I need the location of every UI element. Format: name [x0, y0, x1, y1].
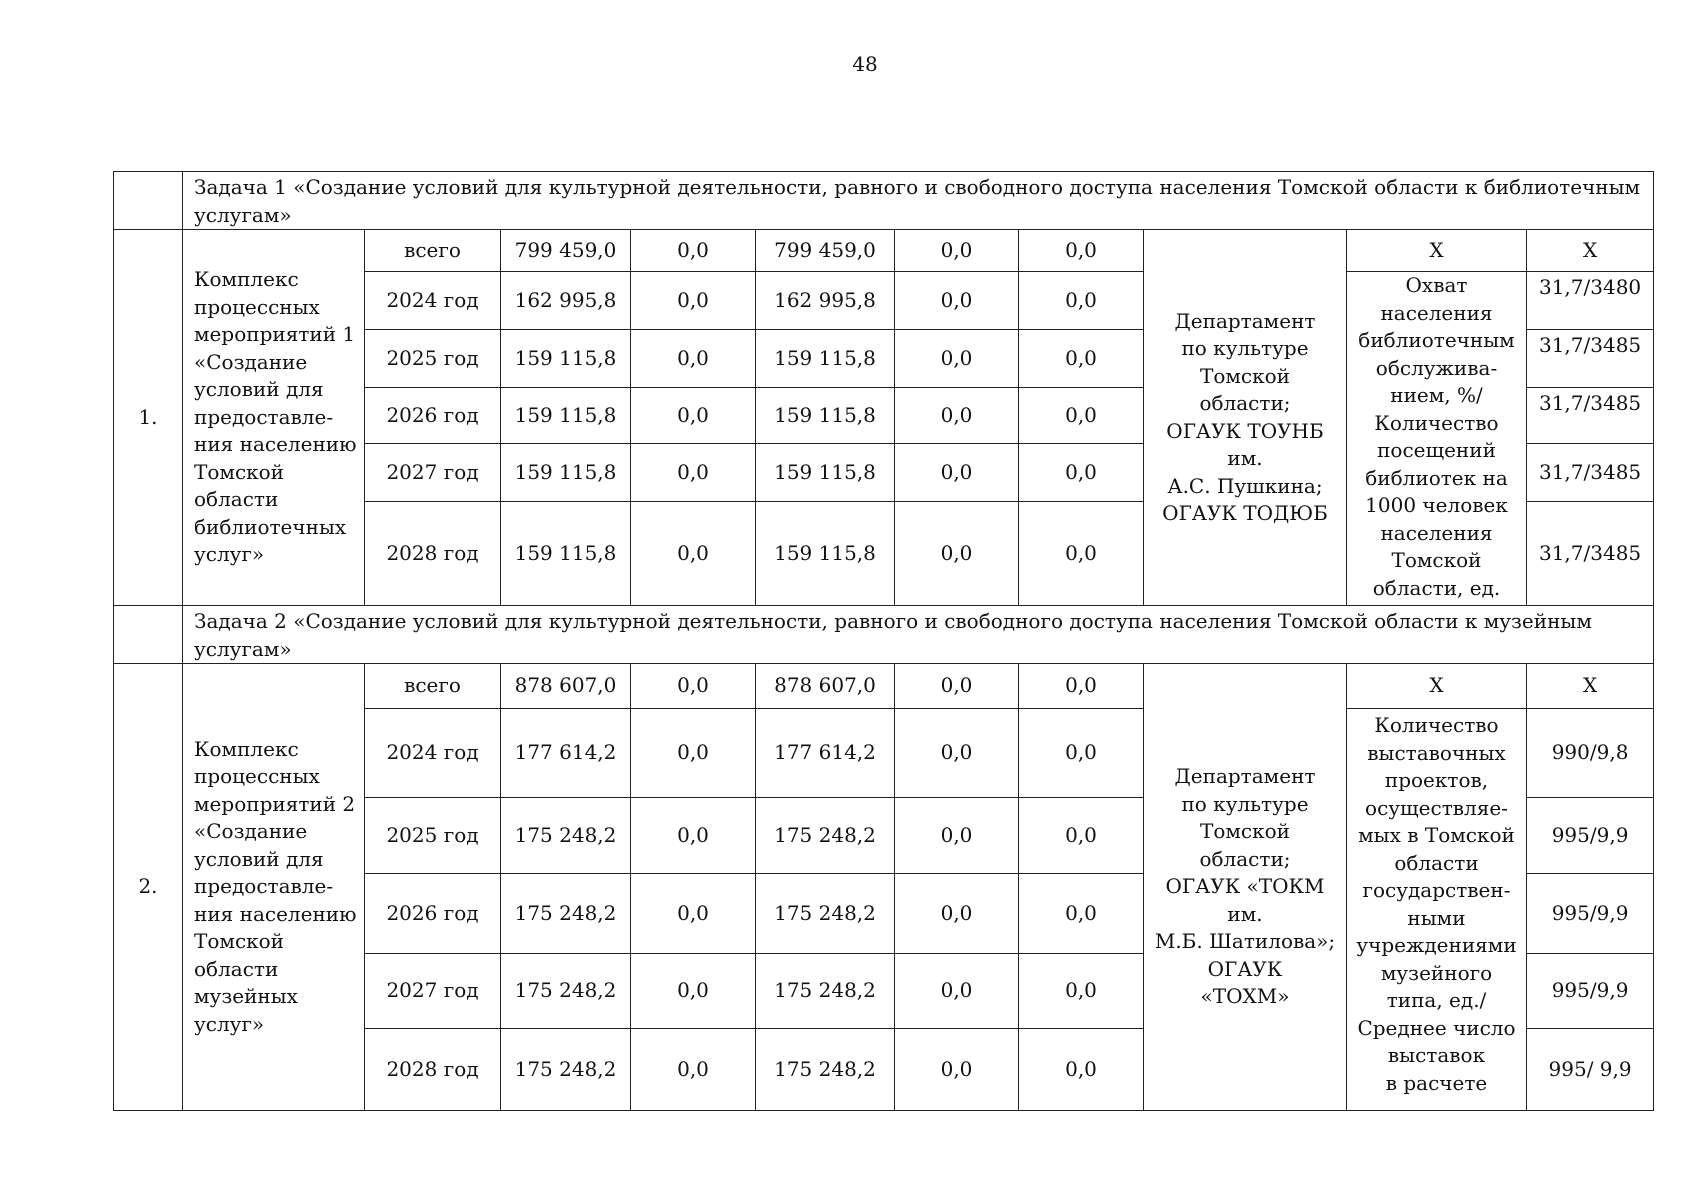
value-cell: 0,0 [895, 798, 1019, 874]
target-cell: 990/9,8 [1527, 709, 1654, 798]
indicator-line: музейного [1380, 960, 1493, 985]
value-cell: 159 115,8 [501, 330, 631, 388]
page-number: 48 [852, 52, 878, 76]
activity-name-line: «Создание [194, 819, 308, 844]
value-cell: 878 607,0 [501, 664, 631, 709]
activity-name-line: условий для [194, 846, 324, 871]
value-cell: 0,0 [631, 798, 756, 874]
target-cell: 995/ 9,9 [1527, 1029, 1654, 1111]
responsible-line: области; [1199, 846, 1291, 871]
value-cell: 162 995,8 [756, 272, 895, 330]
target-total-cell: Х [1527, 664, 1654, 709]
value-cell: 0,0 [1019, 709, 1144, 798]
indicator-line: области, ед. [1372, 575, 1501, 600]
value-cell: 0,0 [631, 874, 756, 954]
activity-name-line: области [194, 487, 279, 512]
value-cell: 175 248,2 [501, 954, 631, 1029]
value-cell: 0,0 [1019, 388, 1144, 444]
value-cell: 0,0 [631, 954, 756, 1029]
responsible-cell [1144, 664, 1347, 1111]
indicator-line: выставок [1387, 1043, 1486, 1067]
value-cell: 0,0 [1019, 1029, 1144, 1111]
value-cell: 0,0 [895, 230, 1019, 272]
value-cell: 162 995,8 [501, 272, 631, 330]
table-row [114, 664, 1654, 709]
responsible-line: им. [1227, 446, 1263, 470]
target-cell: 31,7/3485 [1527, 502, 1654, 606]
value-cell: 0,0 [895, 388, 1019, 444]
responsible-line: ОГАУК ТОУНБ [1166, 418, 1324, 443]
value-cell: 0,0 [1019, 230, 1144, 272]
responsible-cell [1144, 230, 1347, 606]
period-cell: 2026 год [365, 874, 501, 954]
indicator-line: библиотечным [1358, 328, 1515, 352]
row-number: 1. [114, 230, 183, 606]
indicator-line: ными [1407, 905, 1466, 930]
indicator-line: Томской [1391, 548, 1482, 572]
value-cell: 0,0 [895, 330, 1019, 388]
activity-name-line: Комплекс [194, 736, 299, 761]
responsible-line: Департамент [1174, 308, 1316, 333]
indicator-total-cell: Х [1347, 230, 1527, 272]
responsible-line: «ТОХМ» [1200, 984, 1290, 1009]
value-cell: 175 248,2 [501, 874, 631, 954]
task-header-spacer [114, 606, 183, 664]
value-cell: 0,0 [1019, 798, 1144, 874]
task-header-row [114, 172, 1654, 230]
responsible-line: Томской [1199, 363, 1290, 388]
period-cell: 2024 год [365, 272, 501, 330]
target-cell: 31,7/3480 [1527, 272, 1654, 330]
indicator-cell [1347, 272, 1527, 606]
value-cell: 0,0 [1019, 444, 1144, 502]
responsible-line: им. [1227, 901, 1263, 926]
value-cell: 159 115,8 [756, 444, 895, 502]
indicator-line: выставочных [1367, 740, 1506, 765]
activity-name-line: «Создание [194, 349, 308, 374]
program-table [113, 171, 1654, 1111]
value-cell: 799 459,0 [756, 230, 895, 272]
task-header-row [114, 606, 1654, 664]
activity-name-line: ния населению [194, 901, 357, 926]
value-cell: 0,0 [1019, 330, 1144, 388]
period-cell: всего [365, 664, 501, 709]
activity-name-line: Томской [194, 459, 285, 484]
value-cell: 175 248,2 [756, 874, 895, 954]
value-cell: 175 248,2 [756, 798, 895, 874]
target-cell: 31,7/3485 [1527, 388, 1654, 444]
value-cell: 177 614,2 [501, 709, 631, 798]
value-cell: 0,0 [631, 388, 756, 444]
value-cell: 0,0 [1019, 272, 1144, 330]
value-cell: 175 248,2 [756, 954, 895, 1029]
activity-name-line: библиотечных [194, 514, 347, 539]
table-row [114, 230, 1654, 272]
activity-name-line: области [194, 956, 279, 981]
indicator-line: области [1394, 850, 1479, 875]
period-cell: 2025 год [365, 330, 501, 388]
indicator-line: 1000 человек [1365, 493, 1508, 517]
target-cell: 995/9,9 [1527, 874, 1654, 954]
responsible-line: ОГАУК ТОДЮБ [1162, 501, 1328, 525]
indicator-line: населения [1380, 300, 1493, 325]
value-cell: 159 115,8 [756, 502, 895, 606]
value-cell: 0,0 [631, 272, 756, 330]
period-cell: всего [365, 230, 501, 272]
value-cell: 0,0 [1019, 502, 1144, 606]
value-cell: 175 248,2 [501, 1029, 631, 1111]
value-cell: 159 115,8 [756, 330, 895, 388]
responsible-line: области; [1199, 391, 1291, 415]
value-cell: 0,0 [895, 954, 1019, 1029]
value-cell: 175 248,2 [756, 1029, 895, 1111]
period-cell: 2025 год [365, 798, 501, 874]
responsible-line: А.С. Пушкина; [1167, 473, 1323, 498]
task-title: Задача 1 «Создание условий для культурной деятельности, равного и свободного доступа населения Томской области к библиотечным услугам» [183, 172, 1654, 230]
value-cell: 0,0 [895, 664, 1019, 709]
value-cell: 0,0 [895, 874, 1019, 954]
indicator-line: Среднее число [1357, 1015, 1516, 1040]
indicator-total-cell: Х [1347, 664, 1527, 709]
value-cell: 0,0 [1019, 874, 1144, 954]
target-cell: 31,7/3485 [1527, 330, 1654, 388]
value-cell: 159 115,8 [756, 388, 895, 444]
task-header-spacer [114, 172, 183, 230]
value-cell: 0,0 [895, 272, 1019, 330]
value-cell: 0,0 [1019, 664, 1144, 709]
value-cell: 0,0 [895, 502, 1019, 606]
activity-name-line: Комплекс [194, 267, 299, 292]
activity-name-line: услуг» [194, 1011, 265, 1036]
value-cell: 159 115,8 [501, 444, 631, 502]
indicator-line: нием, %/ [1390, 383, 1483, 407]
target-cell: 995/9,9 [1527, 954, 1654, 1029]
period-cell: 2027 год [365, 954, 501, 1029]
indicator-line: осуществляе- [1365, 795, 1508, 820]
responsible-line: Департамент [1174, 764, 1316, 789]
activity-name-line: ния населению [194, 432, 357, 457]
activity-name [183, 664, 365, 1111]
value-cell: 0,0 [631, 502, 756, 606]
value-cell: 0,0 [895, 444, 1019, 502]
indicator-line: государствен- [1362, 878, 1511, 902]
activity-name [183, 230, 365, 606]
responsible-line: Томской [1199, 819, 1290, 844]
activity-name-line: мероприятий 1 [194, 322, 356, 347]
activity-name-line: мероприятий 2 [194, 791, 356, 816]
responsible-line: ОГАУК [1207, 956, 1283, 981]
period-cell: 2028 год [365, 502, 501, 606]
activity-name-line: процессных [194, 294, 320, 319]
value-cell: 799 459,0 [501, 230, 631, 272]
activity-name-line: предоставле- [194, 404, 334, 429]
value-cell: 177 614,2 [756, 709, 895, 798]
indicator-line: в расчете [1385, 1070, 1488, 1095]
period-cell: 2027 год [365, 444, 501, 502]
indicator-line: обслужива- [1375, 355, 1498, 380]
value-cell: 175 248,2 [501, 798, 631, 874]
indicator-line: Количество [1374, 410, 1499, 435]
indicator-line: библиотек на [1365, 465, 1508, 490]
activity-name-line: процессных [194, 764, 320, 789]
value-cell: 0,0 [895, 709, 1019, 798]
value-cell: 0,0 [631, 664, 756, 709]
indicator-line: мых в Томской [1358, 823, 1515, 847]
period-cell: 2026 год [365, 388, 501, 444]
activity-name-line: предоставле- [194, 874, 334, 899]
target-cell: 31,7/3485 [1527, 444, 1654, 502]
value-cell: 159 115,8 [501, 388, 631, 444]
responsible-line: ОГАУК «ТОКМ [1165, 874, 1325, 899]
target-total-cell: Х [1527, 230, 1654, 272]
value-cell: 0,0 [895, 1029, 1019, 1111]
task-title: Задача 2 «Создание условий для культурной деятельности, равного и свободного доступа населения Томской области к музейным услугам» [183, 606, 1654, 664]
value-cell: 0,0 [631, 1029, 756, 1111]
value-cell: 0,0 [1019, 954, 1144, 1029]
value-cell: 159 115,8 [501, 502, 631, 606]
indicator-line: населения [1380, 520, 1493, 545]
indicator-line: учреждениями [1356, 933, 1517, 957]
value-cell: 0,0 [631, 330, 756, 388]
responsible-line: М.Б. Шатилова»; [1154, 929, 1336, 954]
value-cell: 0,0 [631, 709, 756, 798]
value-cell: 878 607,0 [756, 664, 895, 709]
row-number: 2. [114, 664, 183, 1111]
responsible-line: по культуре [1181, 336, 1309, 360]
value-cell: 0,0 [631, 444, 756, 502]
indicator-line: типа, ед./ [1386, 988, 1487, 1012]
indicator-cell [1347, 709, 1527, 1111]
responsible-line: по культуре [1181, 791, 1309, 816]
activity-name-line: музейных [194, 984, 298, 1009]
indicator-line: Количество [1374, 713, 1499, 737]
activity-name-line: услуг» [194, 542, 265, 567]
indicator-line: Охват [1405, 273, 1468, 297]
target-cell: 995/9,9 [1527, 798, 1654, 874]
period-cell: 2024 год [365, 709, 501, 798]
activity-name-line: условий для [194, 377, 324, 402]
indicator-line: проектов, [1384, 768, 1489, 792]
activity-name-line: Томской [194, 929, 285, 954]
period-cell: 2028 год [365, 1029, 501, 1111]
indicator-line: посещений [1377, 438, 1496, 462]
value-cell: 0,0 [631, 230, 756, 272]
